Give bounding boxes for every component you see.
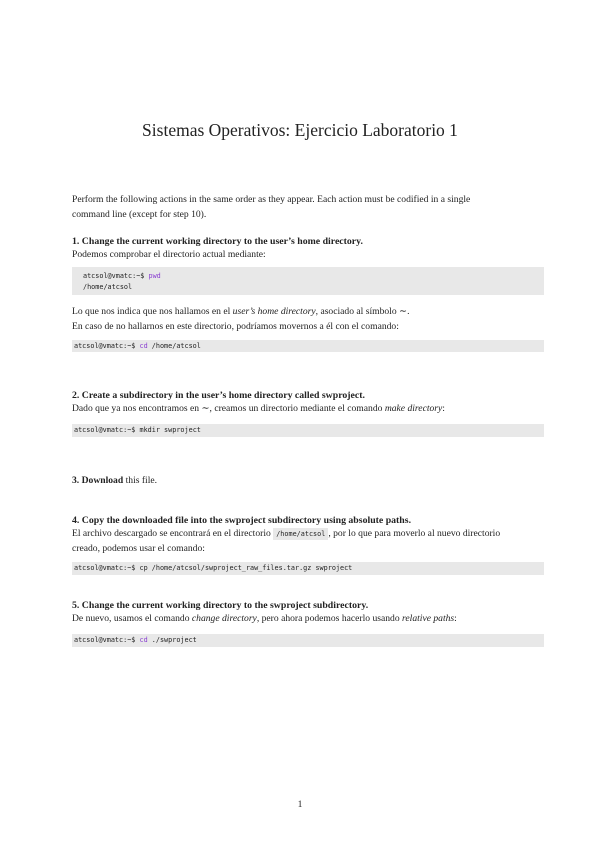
command-args: swproject [159,426,201,434]
text-fragment: De nuevo, usamos el comando [72,613,192,624]
intro-line-1: Perform the following actions in the same order as they appear. Each action must be codified in a single [72,194,471,205]
shell-command: cd [139,636,148,644]
emphasis-text: change directory [191,613,257,624]
code-line [74,563,544,574]
step2-text [72,402,544,417]
shell-prompt: atcsol@vmatc:~$ [74,564,136,572]
text-fragment: : [454,613,457,624]
text-fragment: , asociado al símbolo [315,306,400,317]
text-fragment: : [442,403,445,414]
step4-code-block [72,562,544,575]
emphasis-text: user’s home directory [232,306,316,317]
step4-heading: 4. Copy the downloaded file into the swproject subdirectory using absolute paths. [72,515,412,526]
step3-rest: this file. [123,475,158,486]
shell-command: cd [139,342,148,350]
tilde-symbol: ∼ [201,403,210,414]
command-args: /home/atcsol [147,342,201,350]
command-args: ./swproject [147,636,197,644]
step5-heading: 5. Change the current working directory to the swproject subdirectory. [72,600,369,611]
command-args: /home/atcsol/swproject_raw_files.tar.gz swproject [147,564,353,572]
step1-text3: En caso de no hallarnos en este directorio, podríamos movernos a él con el comando: [72,320,399,332]
intro-line-2: command line (except for step 10). [72,208,207,220]
shell-command: mkdir [139,426,160,434]
step5-code-block [72,634,544,647]
code-line [74,425,544,436]
emphasis-text: make directory [384,403,443,414]
shell-prompt: atcsol@vmatc:~$ [74,342,136,350]
shell-prompt: atcsol@vmatc:~$ [74,636,136,644]
step3-line [72,474,544,489]
text-fragment: Dado que ya nos encontramos en [72,403,202,414]
shell-command: cp [139,564,148,572]
page-number: 1 [297,799,303,810]
text-fragment: El archivo descargado se encontrará en el directorio [72,528,274,539]
step1-code-block-1 [72,267,544,295]
page-title: Sistemas Operativos: Ejercicio Laboratorio 1 [142,120,458,140]
code-line [74,635,544,646]
step1-text1: Podemos comprobar el directorio actual mediante: [72,249,266,260]
text-fragment: , creamos un directorio mediante el comando [209,403,385,414]
code-output: /home/atcsol [83,283,133,291]
inline-code-path: /home/atcsol [273,528,328,540]
intro-paragraph [72,193,544,222]
step3-number: 3. [72,475,80,486]
step2-heading: 2. Create a subdirectory in the user’s home directory called swproject. [72,390,365,401]
text-fragment: Lo que nos indica que nos hallamos en el [72,306,233,317]
code-line [74,341,544,352]
step1-text2 [72,305,544,334]
text-fragment: , por lo que para moverlo al nuevo directorio [328,528,501,539]
shell-command: pwd [148,272,161,280]
shell-prompt: atcsol@vmatc:~$ [74,426,136,434]
emphasis-text: relative paths [402,613,455,624]
tilde-symbol: ∼ [399,306,408,317]
code-line [83,271,544,282]
text-fragment: . [407,306,410,317]
step2-code-block [72,424,544,437]
download-link[interactable]: Download [81,475,124,486]
step5-text [72,612,544,627]
step1-heading: 1. Change the current working directory to the user’s home directory. [72,236,363,247]
text-fragment: , pero ahora podemos hacerlo usando [256,613,403,624]
step1-code-block-2 [72,340,544,352]
step4-text [72,527,544,556]
shell-prompt: atcsol@vmatc:~$ [83,272,145,280]
step4-text2: creado, podemos usar el comando: [72,542,205,554]
